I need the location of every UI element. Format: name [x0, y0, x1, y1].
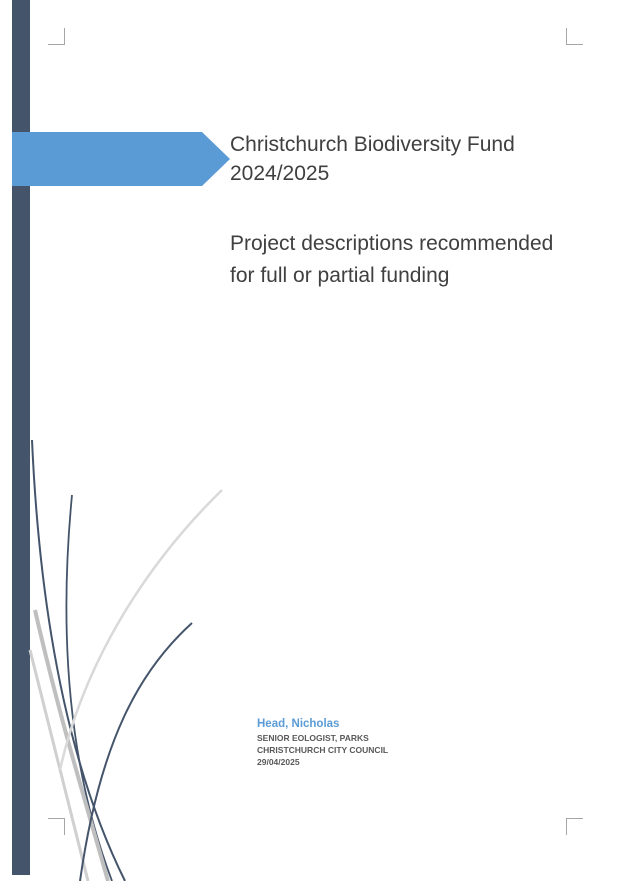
title-line-2: 2024/2025 [230, 162, 330, 185]
document-title [230, 130, 610, 188]
author-name: Head, Nicholas [257, 718, 340, 730]
crop-mark-top-left [48, 28, 65, 45]
document-date: 29/04/2025 [257, 757, 300, 767]
crop-mark-top-right [566, 28, 583, 45]
author-job-title: SENIOR EOLOGIST, PARKS [257, 733, 369, 743]
author-block [257, 716, 557, 768]
crop-mark-bottom-right [566, 818, 583, 835]
subtitle-line-2: for full or partial funding [230, 264, 450, 287]
title-line-1: Christchurch Biodiversity Fund [230, 133, 515, 156]
decorative-swoosh-curves [0, 440, 260, 881]
author-organisation: CHRISTCHURCH CITY COUNCIL [257, 745, 389, 755]
document-subtitle [230, 228, 610, 292]
arrow-banner-shape [12, 132, 230, 186]
subtitle-line-1: Project descriptions recommended [230, 232, 554, 255]
